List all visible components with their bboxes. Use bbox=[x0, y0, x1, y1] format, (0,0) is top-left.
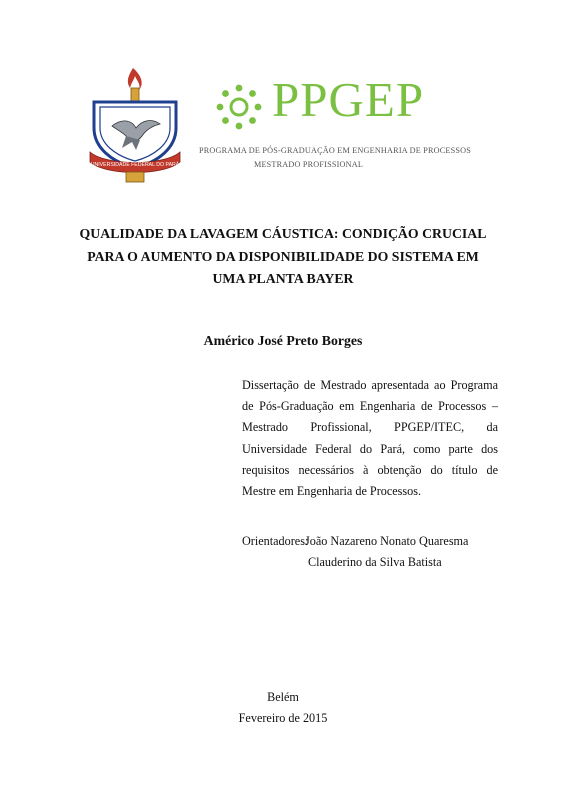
dissertation-statement bbox=[242, 375, 498, 502]
advisor-name: Clauderino da Silva Batista bbox=[308, 555, 442, 569]
date: Fevereiro de 2015 bbox=[238, 711, 328, 725]
advisors-label: Orientadores: bbox=[242, 534, 309, 548]
ppgep-program-name: PROGRAMA DE PÓS-GRADUAÇÃO EM ENGENHARIA DE PROCESSOS bbox=[199, 146, 471, 155]
ppgep-program-level: MESTRADO PROFISSIONAL bbox=[254, 160, 364, 169]
ufpa-seal-logo bbox=[86, 66, 184, 184]
title-line: QUALIDADE DA LAVAGEM CÁUSTICA: CONDIÇÃO CRUCIAL bbox=[79, 226, 487, 241]
author-name: Américo José Preto Borges bbox=[203, 333, 363, 348]
ppgep-wordmark: PPGEP bbox=[272, 72, 425, 127]
title-line: PARA O AUMENTO DA DISPONIBILIDADE DO SISTEMA EM bbox=[87, 248, 479, 264]
ppgep-gear-icon bbox=[214, 82, 264, 132]
advisor-name: João Nazareno Nonato Quaresma bbox=[305, 534, 469, 548]
seal-ribbon-text: UNIVERSIDADE FEDERAL DO PARÁ bbox=[90, 162, 180, 168]
title-line: UMA PLANTA BAYER bbox=[212, 271, 354, 286]
place: Belém bbox=[267, 690, 299, 704]
thesis-title bbox=[60, 223, 506, 291]
dissertation-statement-text: Dissertação de Mestrado apresentada ao Programa de Pós-Graduação em Engenharia de Processos – Mestrado Profissional, PPGEP/ITEC, da Universidade Federal do Pará, como parte dos requisitos necessários à obtenção do título de Mestre em Engenharia de Processos. bbox=[242, 378, 498, 499]
